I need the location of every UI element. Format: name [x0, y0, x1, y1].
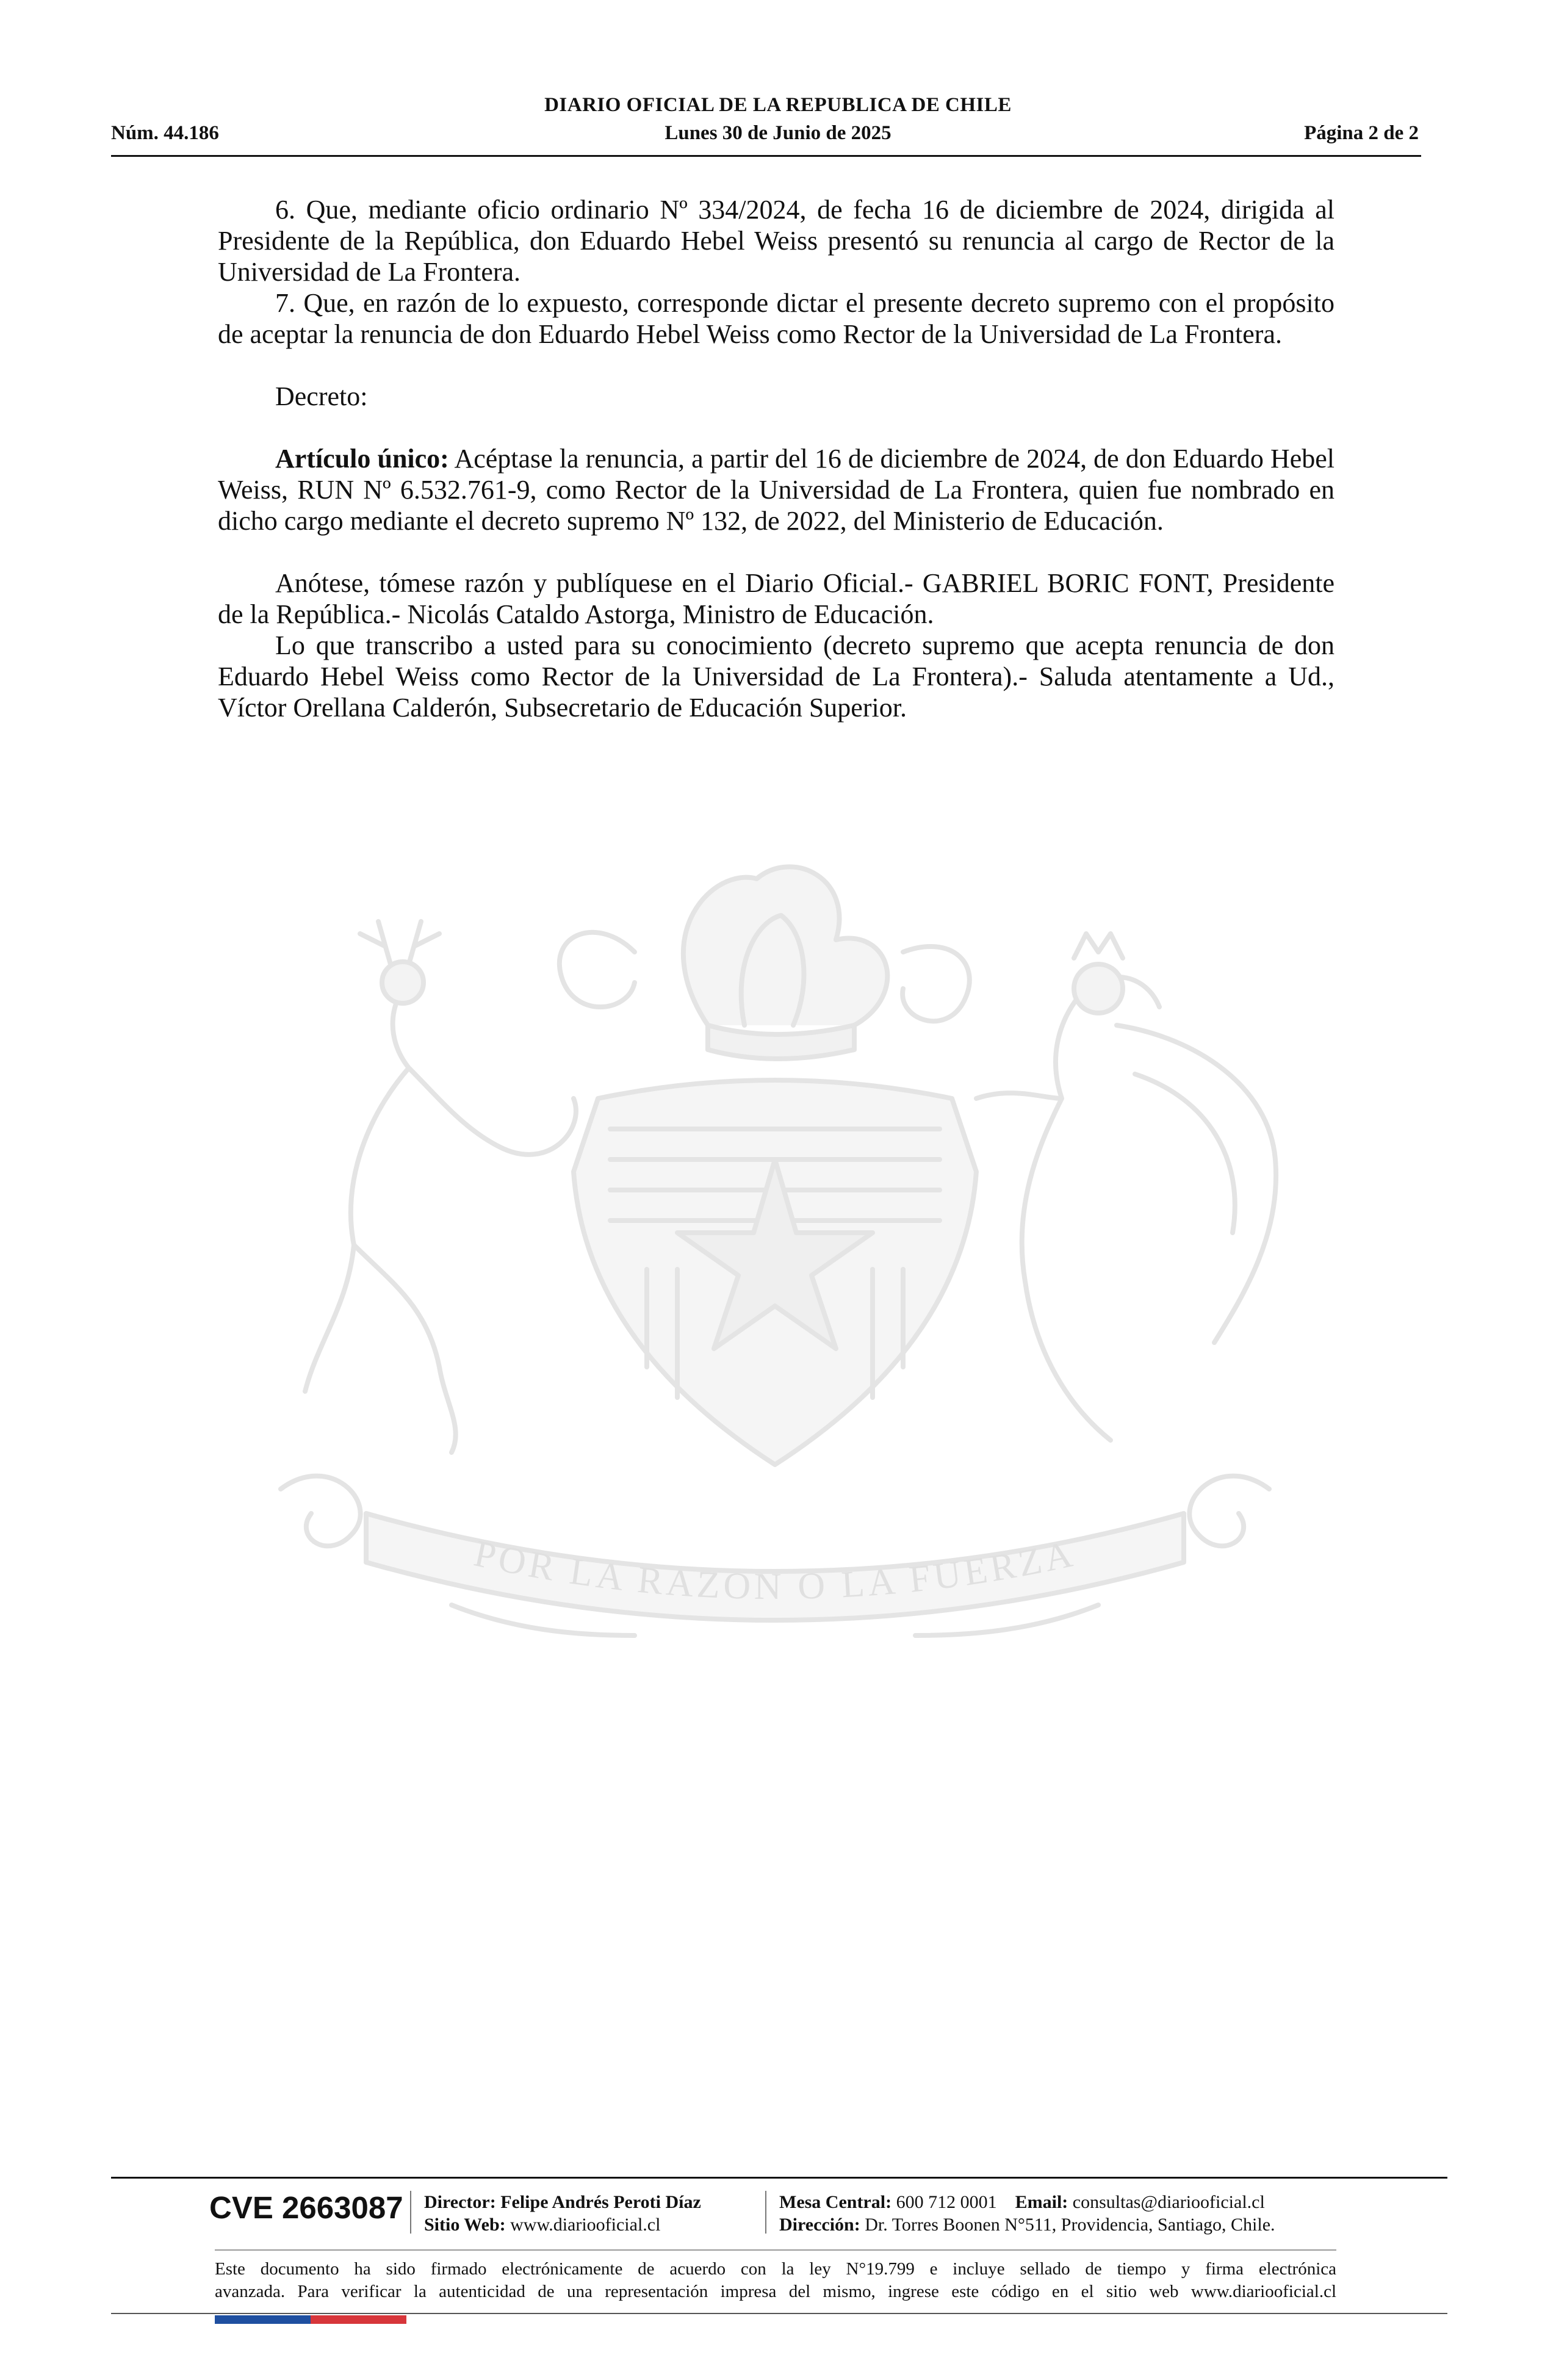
footer-separator	[410, 2191, 411, 2234]
contact-line	[779, 2191, 1275, 2213]
paragraph-6: 6. Que, mediante oficio ordinario Nº 334/2024, de fecha 16 de diciembre de 2024, dirigida al Presidente de la República, don Eduardo Hebel Weiss presentó su renuncia al cargo de Rector de la Universidad de La Frontera.	[218, 195, 1334, 287]
article-paragraph	[218, 443, 1334, 536]
motto-text: POR LA RAZON O LA FUERZA	[470, 1532, 1079, 1608]
spacer	[218, 412, 1334, 443]
article-label: Artículo único:	[275, 444, 449, 474]
footer-top-divider	[111, 2177, 1447, 2179]
legal-line-2: avanzada. Para verificar la autenticidad de una representación impresa del mismo, ingrese este código en el sitio web www.diariooficial.cl	[215, 2282, 1336, 2301]
director-line	[424, 2191, 701, 2213]
website-link[interactable]: www.diariooficial.cl	[510, 2215, 661, 2235]
address-value: Dr. Torres Boonen N°511, Providencia, Santiago, Chile.	[865, 2215, 1275, 2235]
flag-stripe-red	[311, 2315, 406, 2324]
transcription-paragraph: Lo que transcribo a usted para su conocimiento (decreto supremo que acepta renuncia de don Eduardo Hebel Weiss como Rector de la Universidad de La Frontera).- Saluda atentamente a Ud., Víctor Orellana Calderón, Subsecretario de Educación Superior.	[218, 630, 1334, 723]
paragraph-7: 7. Que, en razón de lo expuesto, corresponde dictar el presente decreto supremo con el propósito de aceptar la renuncia de don Eduardo Hebel Weiss como Rector de la Universidad de La Frontera.	[218, 288, 1334, 349]
website-label: Sitio Web:	[424, 2215, 506, 2235]
article-text: Acéptase la renuncia, a partir del 16 de diciembre de 2024, de don Eduardo Hebel Weiss, RUN Nº 6.532.761-9, como Rector de la Universidad de La Frontera, quien fue nombrado en dicho cargo mediante el decreto supremo Nº 132, de 2022, del Ministerio de Educación.	[218, 444, 1334, 536]
decreto-heading: Decreto:	[275, 381, 368, 411]
mesa-label: Mesa Central:	[779, 2192, 892, 2212]
footer-mid-divider	[215, 2249, 1336, 2251]
cve-code: CVE 2663087	[209, 2190, 403, 2225]
header-divider	[111, 155, 1421, 157]
legal-notice	[215, 2258, 1336, 2303]
coat-of-arms-watermark	[207, 842, 1342, 1666]
email-link[interactable]: consultas@diariooficial.cl	[1072, 2192, 1265, 2212]
email-label: Email:	[1015, 2192, 1068, 2212]
address-line	[779, 2213, 1275, 2236]
footer-bottom-divider	[111, 2313, 1447, 2314]
legal-line-1: Este documento ha sido firmado electrónicamente de acuerdo con la ley N°19.799 e incluye sellado de tiempo y firma electrónica	[215, 2259, 1336, 2279]
decree-body	[218, 194, 1334, 723]
issue-date: Lunes 30 de Junio de 2025	[665, 122, 891, 144]
flag-stripe-blue	[215, 2315, 311, 2324]
mesa-phone: 600 712 0001	[896, 2192, 997, 2212]
footer-contact-block	[779, 2191, 1275, 2236]
website-line	[424, 2213, 701, 2236]
issue-number: Núm. 44.186	[111, 122, 219, 144]
page-indicator: Página 2 de 2	[1304, 122, 1419, 144]
director-name: Felipe Andrés Peroti Díaz	[500, 2192, 701, 2212]
address-label: Dirección:	[779, 2215, 860, 2235]
director-label: Director:	[424, 2192, 496, 2212]
spacer	[218, 350, 1334, 381]
newspaper-title: DIARIO OFICIAL DE LA REPUBLICA DE CHILE	[544, 94, 1012, 116]
footer-director-block	[424, 2191, 701, 2236]
spacer	[218, 536, 1334, 568]
footer-separator	[765, 2191, 766, 2234]
closing-paragraph: Anótese, tómese razón y publíquese en el Diario Oficial.- GABRIEL BORIC FONT, Presidente de la República.- Nicolás Cataldo Astorga, Ministro de Educación.	[218, 568, 1334, 629]
